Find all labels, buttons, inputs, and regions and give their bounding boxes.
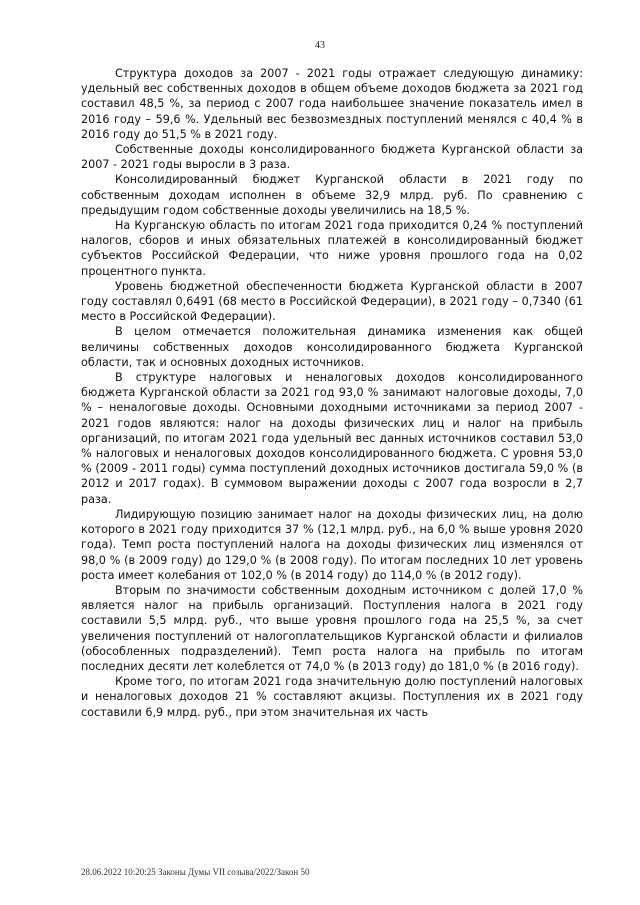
- paragraph-revenue-structure: Структура доходов за 2007 - 2021 годы отражает следующую динамику: удельный вес собственных доходов в общем объеме доходов бюджета за 2021 год составил 48,5 %, за период с 2007 года наибольшее значение показатель имел в 2016 году – 59,6 %. Удельный вес безвозмездных поступлений менялся с 40,4 % в 2016 году до 51,5 % в 2021 году.: [81, 67, 583, 141]
- page-number: 43: [315, 40, 325, 51]
- document-body: [81, 66, 583, 720]
- footer-stamp: 28.06.2022 10:20:25 Законы Думы VII созыва/2022/Закон 50: [81, 867, 310, 877]
- paragraph-tax-share: На Курганскую область по итогам 2021 года приходится 0,24 % поступлений налогов, сборов и иных обязательных платежей в консолидированный бюджет субъектов Российской Федерации, что ниже уровня прошлого года на 0,02 процентного пункта.: [81, 219, 583, 278]
- paragraph-budget-execution: Консолидированный бюджет Курганской области в 2021 году по собственным доходам исполнен в объеме 32,9 млрд. руб. По сравнению с предыдущим годом собственные доходы увеличились на 18,5 %.: [81, 173, 583, 217]
- paragraph-tax-structure: В структуре налоговых и неналоговых доходов консолидированного бюджета Курганской области за 2021 год 93,0 % занимают налоговые доходы, 7,0 % – неналоговые доходы. Основными доходными источниками за период 2007 - 2021 годов являются: налог на доходы физических лиц и налог на прибыль организаций, по итогам 2021 года удельный вес данных источников составил 53,0 % налоговых и неналоговых доходов консолидированного бюджета. С уровня 53,0 % (2009 - 2011 годы) сумма поступлений доходных источников достигала 59,0 % (в 2012 и 2017 годах). В суммовом выражении доходы с 2007 года возросли в 2,7 раза.: [81, 371, 583, 506]
- paragraph-budget-provision: Уровень бюджетной обеспеченности бюджета Курганской области в 2007 году составлял 0,6491 (68 место в Российской Федерации), в 2021 году – 0,7340 (61 место в Российской Федерации).: [81, 279, 583, 324]
- paragraph-excises: Кроме того, по итогам 2021 года значительную долю поступлений налоговых и неналоговых доходов 21 % составляют акцизы. Поступления их в 2021 году составили 6,9 млрд. руб., при этом значительная их часть: [81, 675, 583, 719]
- paragraph-profit-tax: Вторым по значимости собственным доходным источником с долей 17,0 % является налог на прибыль организаций. Поступления налога в 2021 году составили 5,5 млрд. руб., что выше уровня прошлого года на 25,5 %, за счет увеличения поступлений от налогоплательщиков Курганской области и филиалов (обособленных подразделений). Темп роста налога на прибыль по итогам последних десяти лет колеблется от 74,0 % (в 2013 году) до 181,0 % (в 2016 году).: [81, 583, 583, 673]
- paragraph-income-tax: Лидирующую позицию занимает налог на доходы физических лиц, на долю которого в 2021 году приходится 37 % (12,1 млрд. руб., на 6,0 % выше уровня 2020 года). Темп роста поступлений налога на доходы физических лиц изменялся от 98,0 % (в 2009 году) до 129,0 % (в 2008 году). По итогам последних 10 лет уровень роста имеет колебания от 102,0 % (в 2014 году) до 114,0 % (в 2012 году).: [81, 507, 583, 582]
- paragraph-positive-dynamics: В целом отмечается положительная динамика изменения как общей величины собственных доходов консолидированного бюджета Курганской области, так и основных доходных источников.: [81, 325, 583, 369]
- paragraph-own-revenue-growth: Собственные доходы консолидированного бюджета Курганской области за 2007 - 2021 годы выросли в 3 раза.: [81, 143, 583, 172]
